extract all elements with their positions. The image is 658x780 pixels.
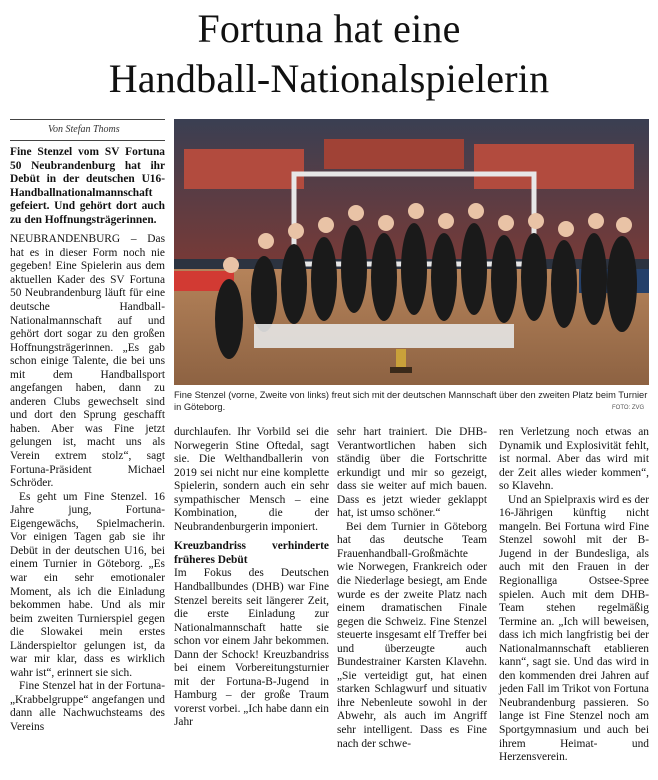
team-photo <box>174 119 649 385</box>
body-paragraph: Fine Stenzel hat in der Fortuna-„Krabbelgruppe“ angefangen und dann alle Nachwuchsteams des Vereins <box>10 680 165 733</box>
photo-caption: Fine Stenzel (vorne, Zweite von links) freut sich mit der deutschen Mannschaft über den zweiten Platz beim Turnier in Göteborg. <box>174 390 648 412</box>
article-column-1 <box>10 146 165 735</box>
body-paragraph: Bei dem Turnier in Göteborg hat das deutsche Team Frauenhandball-Großmächte wie Norwegen, Frankreich oder die Niederlage besiegt, am Ende wurde es der zweite Platz nach einem dramatischen Finale gegen die Schweiz. Fine Stenzel steuerte insgesamt elf Treffer bei und überzeugte auch Bundestrainer Karsten Klavehn. „Sie verteidigt gut, hat einen starken Schlagwurf und situativ ihre Nebenleute sowohl in der Abwehr, als auch im Angriff sehr intelligent. Dass es Fine nach der schwe- <box>337 520 487 750</box>
body-paragraph: Und an Spielpraxis wird es der 16-Jährigen künftig nicht mangeln. Bei Fortuna wird Fine Stenzel sowohl mit der B-Jugend in der Bundesliga, als auch mit den Frauen in der Regionalliga Ostsee-Spree spielen. Auch mit dem DHB-Team stehen regelmäßig Termine an. „Ich will beweisen, dass ich mich langfristig bei der Nationalmannschaft etablieren kann“, sagt sie. Und das wird in den kommenden drei Jahren auf jeden Fall im Trikot von Fortuna Neubrandenburg passieren. So lange ist Fine Stenzel noch am Sportgymnasium und auch bei ihrem Heimat- und Herzensverein. <box>499 493 649 764</box>
body-paragraph: Im Fokus des Deutschen Handballbundes (DHB) war Fine Stenzel bereits seit längerer Zeit, die erste Einladung zur Nationalmannschaft hatte sie schon vor einem Jahr bekommen. Dann der Schock! Kreuzbandriss bei einem Vorbereitungsturnier mit der Fortuna-B-Jugend in Hamburg – der große Traum vorerst vorbei. „Ich habe dann ein Jahr <box>174 567 329 729</box>
author-rule-top <box>10 119 165 120</box>
photo-credit: FOTO: ZVG <box>612 405 645 411</box>
subheading: Kreuzbandriss verhinderte früheres Debüt <box>174 540 329 566</box>
body-paragraph: Es geht um Fine Stenzel. 16 Jahre jung, Fortuna-Eigengewächs, Spielmacherin. Vor einigen Tagen gab sie ihr Debüt in der deutschen U16, bei einem Turnier in Göteborg. „Es war ein sehr emotionaler Moment, als ich die Einladung bekommen habe. Und als mir beim zweiten Turnierspiel gegen die Slowakei mein erstes Länderspieltor gelungen ist, da war mir klar, dass es wirklich wahr ist“, erinnert sie sich. <box>10 490 165 679</box>
headline-line-2: Handball-Nationalspielerin <box>108 56 550 101</box>
headline-line-1: Fortuna hat eine <box>197 6 461 51</box>
lead-paragraph: Fine Stenzel vom SV Fortuna 50 Neubrandenburg hat ihr Debüt in der deutschen U16-Handballnationalmannschaft gefeiert. Und gehört dort auch zu den Hoffnungsträgerinnen. <box>10 146 165 226</box>
headline <box>0 4 658 104</box>
body-paragraph: ren Verletzung noch etwas an Dynamik und Explosivität fehlt, ist normal. Aber das wird mit der Zeit alles wieder kommen“, so Klavehn. <box>499 426 649 493</box>
body-paragraph: durchlaufen. Ihr Vorbild sei die Norwegerin Stine Oftedal, sagt sie. Die Welthandballerin von 2019 sei nicht nur eine komplette Spielerin, sondern auch ein sehr sympathischer Mensch – eine Kombination, die der Neubrandenburgerin imponiert. <box>174 426 329 533</box>
body-paragraph: NEUBRANDENBURG – Das hat es in dieser Form noch nie gegeben! Eine Spielerin aus dem aktuellen Kader des SV Fortuna 50 Neubrandenburg läuft für eine deutsche Handball-Nationalmannschaft auf und gehört dort sogar zu den großen Hoffnungsträgerinnen. „Es gab schon einige Talente, die bei uns mit dem Handballsport angefangen haben, dann zu anderen Clubs gewechselt sind und dort den Sprung geschafft haben. Aber was Fine jetzt gelungen ist, macht uns als Verein extrem stolz“, sagt Fortuna-Präsident Michael Schröder. <box>10 233 165 490</box>
article-column-2 <box>174 426 329 730</box>
author-rule-bottom <box>10 140 165 141</box>
article-column-4 <box>499 426 649 765</box>
author-byline: Von Stefan Thoms <box>48 124 120 135</box>
body-paragraph: sehr hart trainiert. Die DHB-Verantwortlichen haben sich ständig über die Fortschritte erkundigt und mir so gezeigt, dass sie weiter auf mich bauen. Dass es jetzt wieder geklappt hat, ist umso schöner.“ <box>337 426 487 520</box>
article-column-3 <box>337 426 487 751</box>
